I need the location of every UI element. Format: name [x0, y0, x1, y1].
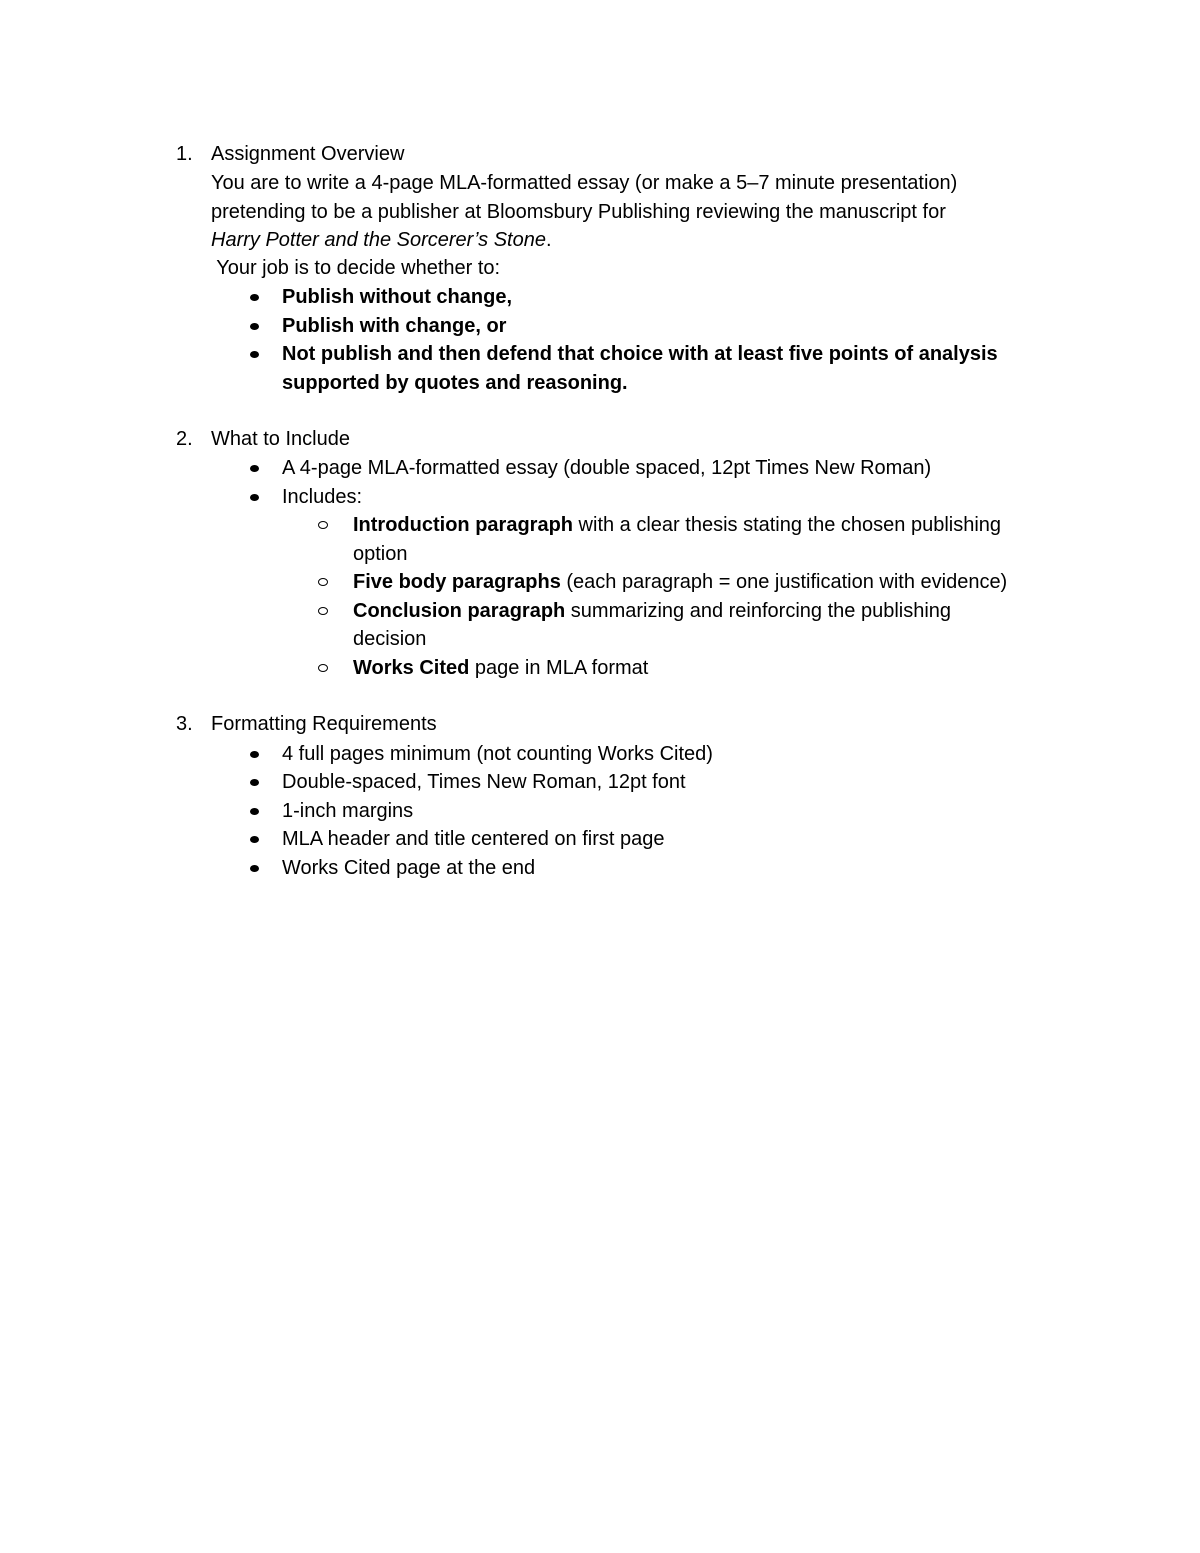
- format-bullet-margins: 1-inch margins: [282, 800, 414, 822]
- section-1-body-line-1: You are to write a 4-page MLA-formatted essay (or make a 5–7 minute presentation): [211, 172, 958, 194]
- sub-item-introduction-cont: option: [353, 543, 408, 565]
- bullet-icon: [250, 865, 259, 872]
- sub-item-works-cited: [353, 656, 648, 680]
- book-title: Harry Potter and the Sorcerer’s Stone: [211, 229, 546, 251]
- sub-item-text: with a clear thesis stating the chosen publishing: [573, 514, 1002, 536]
- option-publish-without-change: Publish without change,: [282, 286, 512, 308]
- bullet-icon: [250, 494, 259, 501]
- include-bullet-essay: A 4-page MLA-formatted essay (double spaced, 12pt Times New Roman): [282, 457, 932, 479]
- section-1-number: 1.: [176, 143, 193, 165]
- bullet-icon: [250, 836, 259, 843]
- sub-item-conclusion: [353, 599, 951, 623]
- option-not-publish-cont: supported by quotes and reasoning.: [282, 372, 628, 394]
- section-3-number: 3.: [176, 713, 193, 735]
- sub-item-bold: Introduction paragraph: [353, 514, 573, 536]
- bullet-icon: [250, 323, 259, 330]
- sub-item-bold: Five body paragraphs: [353, 571, 561, 593]
- section-1-book-title-line: [211, 228, 552, 252]
- sub-item-text: (each paragraph = one justification with evidence): [560, 571, 1008, 593]
- section-2-number: 2.: [176, 428, 193, 450]
- bullet-icon: [250, 294, 259, 301]
- circle-bullet-icon: [318, 578, 328, 586]
- book-title-suffix: .: [545, 229, 552, 251]
- bullet-icon: [250, 751, 259, 758]
- circle-bullet-icon: [318, 664, 328, 672]
- section-1-body-line-2: pretending to be a publisher at Bloomsbury Publishing reviewing the manuscript for: [211, 201, 946, 223]
- format-bullet-pages: 4 full pages minimum (not counting Works Cited): [282, 743, 713, 765]
- sub-item-bold: Conclusion paragraph: [353, 600, 566, 622]
- section-1-title: Assignment Overview: [211, 143, 405, 165]
- sub-item-introduction: [353, 513, 1001, 537]
- option-publish-with-change: Publish with change, or: [282, 315, 507, 337]
- include-bullet-includes: Includes:: [282, 486, 363, 508]
- bullet-icon: [250, 465, 259, 472]
- sub-item-bold: Works Cited: [353, 657, 470, 679]
- section-1-decide-line: Your job is to decide whether to:: [211, 257, 501, 279]
- bullet-icon: [250, 779, 259, 786]
- section-2-title: What to Include: [211, 428, 350, 450]
- circle-bullet-icon: [318, 521, 328, 529]
- circle-bullet-icon: [318, 607, 328, 615]
- format-bullet-font: Double-spaced, Times New Roman, 12pt font: [282, 771, 686, 793]
- option-not-publish: Not publish and then defend that choice with at least five points of analysis: [282, 343, 998, 365]
- format-bullet-header: MLA header and title centered on first page: [282, 828, 665, 850]
- sub-item-body-paragraphs: [353, 570, 1007, 594]
- sub-item-text: summarizing and reinforcing the publishing: [565, 600, 952, 622]
- format-bullet-works-cited: Works Cited page at the end: [282, 857, 536, 879]
- sub-item-text: page in MLA format: [469, 657, 649, 679]
- section-3-title: Formatting Requirements: [211, 713, 437, 735]
- bullet-icon: [250, 351, 259, 358]
- bullet-icon: [250, 808, 259, 815]
- sub-item-conclusion-cont: decision: [353, 628, 427, 650]
